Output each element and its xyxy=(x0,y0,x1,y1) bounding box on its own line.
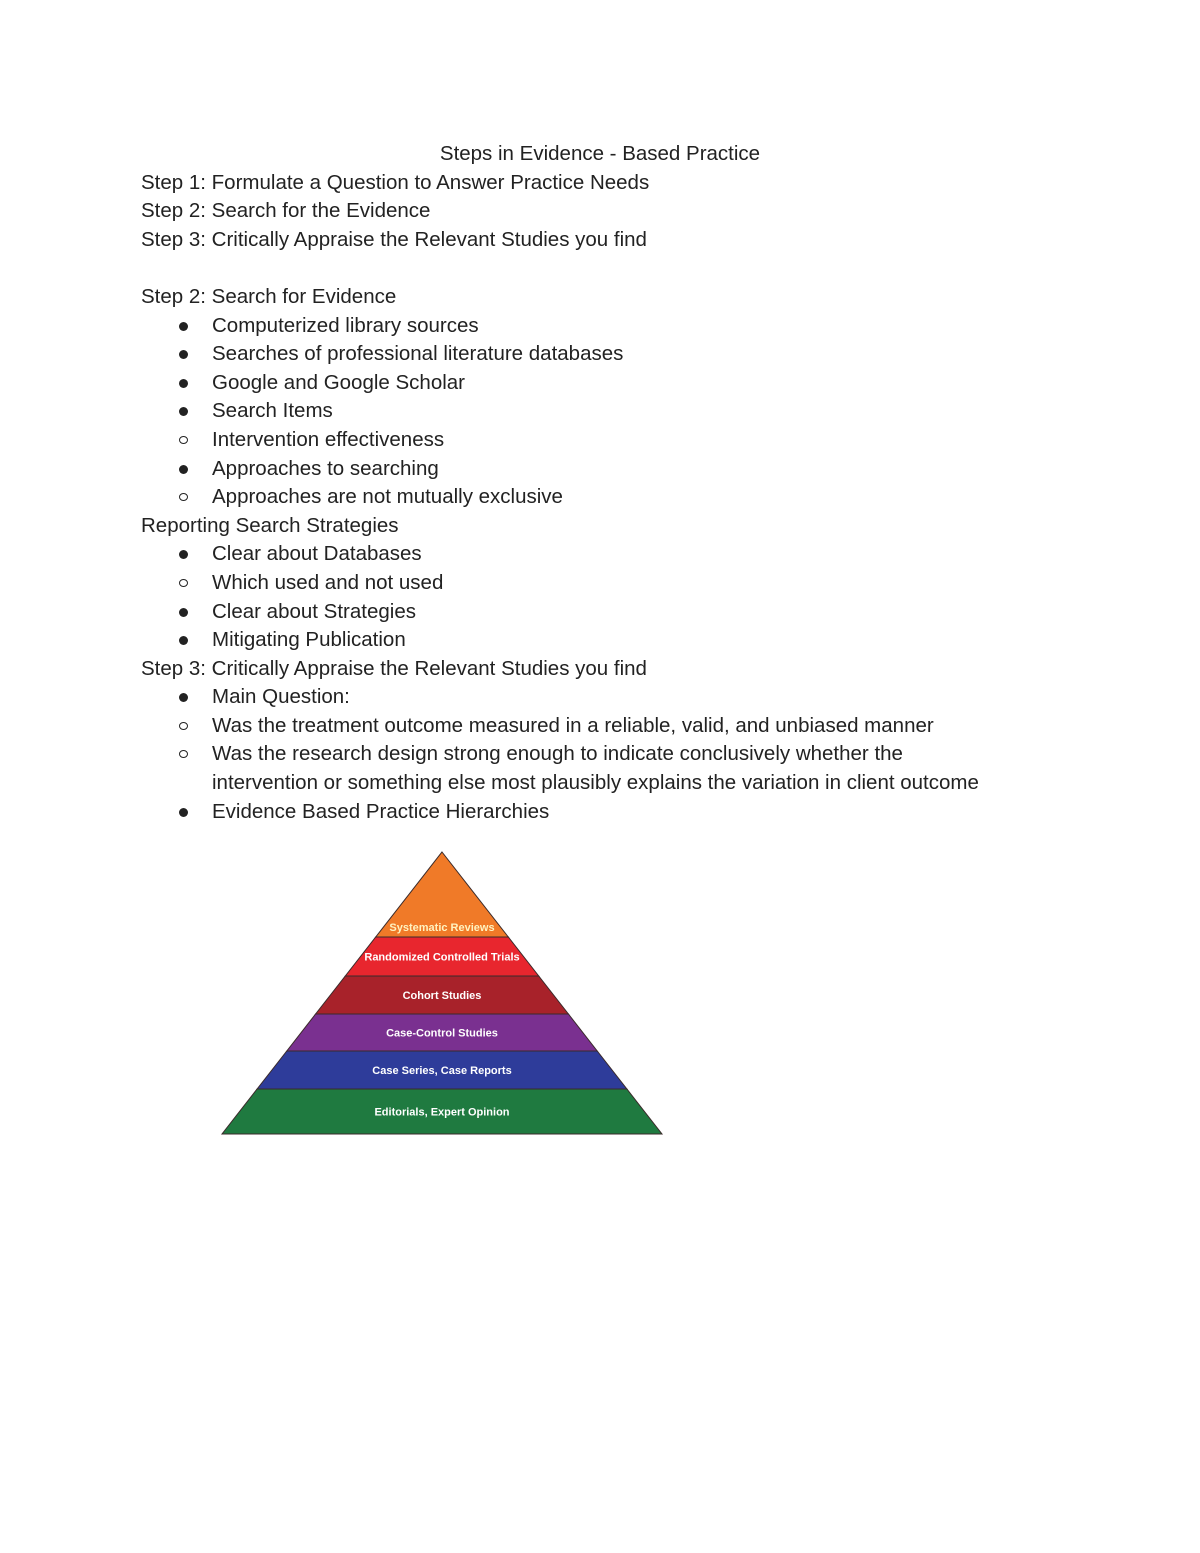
sub-list-item-text: Was the treatment outcome measured in a reliable, valid, and unbiased manner xyxy=(212,713,934,737)
sub-list xyxy=(141,712,1071,798)
list-item-text: Clear about Databases xyxy=(212,542,422,566)
list-item-text: Searches of professional literature databases xyxy=(212,342,624,366)
bullet-icon xyxy=(179,465,188,474)
reporting-list xyxy=(141,540,1071,654)
pyramid-level-label: Cohort Studies xyxy=(402,990,482,1002)
document-body xyxy=(141,140,1071,826)
list-item xyxy=(141,683,1071,797)
hollow-bullet-icon xyxy=(179,579,188,587)
list-item-text: Mitigating Publication xyxy=(212,628,406,652)
hollow-bullet-icon xyxy=(179,493,188,501)
list-item xyxy=(141,455,1071,512)
pyramid-level-label: Case-Control Studies xyxy=(386,1027,498,1040)
pyramid-level-label: Editorials, Expert Opinion xyxy=(374,1106,510,1119)
hollow-bullet-icon xyxy=(179,722,188,730)
sub-list-item xyxy=(71,740,1071,797)
list-item xyxy=(141,312,1071,341)
list-item-text: Computerized library sources xyxy=(212,313,479,337)
list-item-text: Approaches to searching xyxy=(212,456,439,480)
sub-list-item xyxy=(71,483,1071,512)
list-item xyxy=(141,626,1071,655)
sub-list-item xyxy=(71,569,1071,598)
list-item-text: Evidence Based Practice Hierarchies xyxy=(212,799,550,823)
pyramid-level-label: Case Series, Case Reports xyxy=(372,1065,512,1077)
list-item xyxy=(141,369,1071,398)
sub-list-item-text: Was the research design strong enough to indicate conclusively whether the intervention or something else most plausibly explains the variation in client outcome xyxy=(212,742,979,795)
list-item xyxy=(141,397,1071,454)
bullet-icon xyxy=(179,636,188,645)
sub-list-item-text: Approaches are not mutually exclusive xyxy=(212,485,563,509)
intro-step-1: Step 1: Formulate a Question to Answer Practice Needs xyxy=(141,170,650,194)
pyramid-level-label: Randomized Controlled Trials xyxy=(364,951,520,964)
bullet-icon xyxy=(179,808,188,817)
bullet-icon xyxy=(179,407,188,416)
list-item-text: Search Items xyxy=(212,399,333,423)
sub-list-item-text: Intervention effectiveness xyxy=(212,427,445,451)
search-list xyxy=(141,312,1071,512)
sub-list-item xyxy=(71,426,1071,455)
appraise-heading: Step 3: Critically Appraise the Relevant Studies you find xyxy=(141,656,647,680)
sub-list xyxy=(141,569,1071,598)
list-item xyxy=(141,798,1071,827)
bullet-icon xyxy=(179,693,188,702)
bullet-icon xyxy=(179,550,188,559)
evidence-pyramid xyxy=(220,850,666,1138)
list-item-text: Main Question: xyxy=(212,685,350,709)
hollow-bullet-icon xyxy=(179,436,188,444)
intro-step-3: Step 3: Critically Appraise the Relevant Studies you find xyxy=(141,227,647,251)
pyramid-level-label: Systematic Reviews xyxy=(389,922,495,934)
sub-list-item xyxy=(71,712,1071,741)
hollow-bullet-icon xyxy=(179,750,188,758)
list-item xyxy=(141,540,1071,597)
list-item-text: Clear about Strategies xyxy=(212,599,416,623)
document-title: Steps in Evidence - Based Practice xyxy=(439,142,761,165)
list-item xyxy=(141,598,1071,627)
bullet-icon xyxy=(179,379,188,388)
blank-line xyxy=(141,254,1071,283)
list-item xyxy=(141,340,1071,369)
bullet-icon xyxy=(179,608,188,617)
sub-list xyxy=(141,483,1071,512)
list-item-text: Google and Google Scholar xyxy=(212,370,466,394)
sub-list xyxy=(141,426,1071,455)
reporting-heading: Reporting Search Strategies xyxy=(141,513,399,537)
bullet-icon xyxy=(179,350,188,359)
appraise-list xyxy=(141,683,1071,826)
intro-step-2: Step 2: Search for the Evidence xyxy=(141,199,431,223)
bullet-icon xyxy=(179,322,188,331)
search-heading: Step 2: Search for Evidence xyxy=(141,284,397,308)
sub-list-item-text: Which used and not used xyxy=(212,570,444,594)
evidence-pyramid-chart xyxy=(220,850,666,1138)
